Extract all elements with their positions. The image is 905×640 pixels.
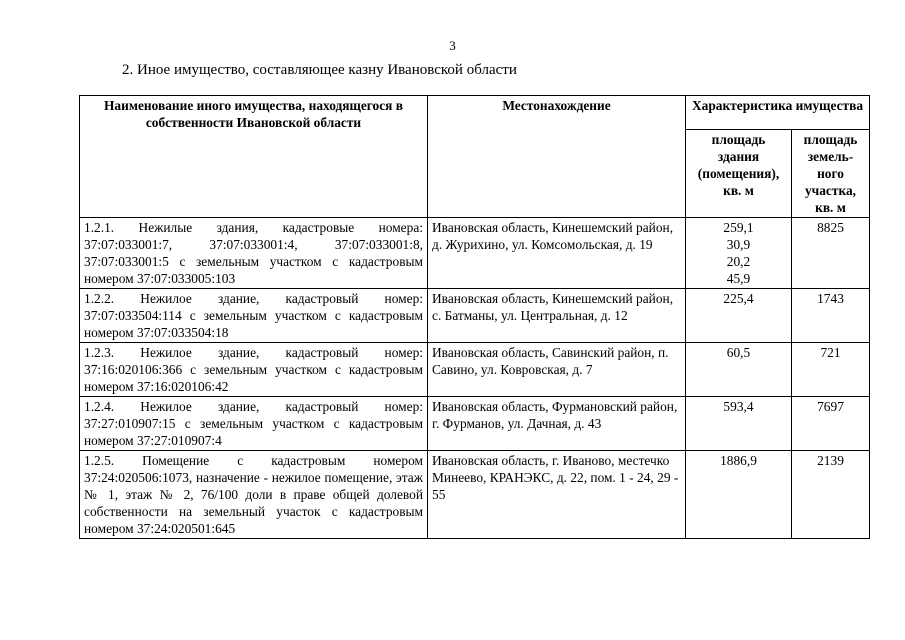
row-building-area <box>686 218 792 289</box>
row-name: 1.2.1. Нежилые здания, кадастровые номера: 37:07:033001:7, 37:07:033001:4, 37:07:033001:8, 37:07:033001:5 с земельным участком с кадастровым номером 37:07:033005:103 <box>80 218 428 289</box>
section-heading: 2. Иное имущество, составляющее казну Ивановской области <box>122 62 517 78</box>
building-area-value: 30,9 <box>726 237 751 252</box>
row-location: Ивановская область, Савинский район, п. Савино, ул. Ковровская, д. 7 <box>428 343 686 397</box>
row-land-area: 1743 <box>792 289 870 343</box>
row-land-area: 7697 <box>792 397 870 451</box>
table-row <box>80 343 870 397</box>
header-name: Наименование иного имущества, находящегося в собственности Ивановской области <box>80 96 428 218</box>
row-building-area <box>686 397 792 451</box>
building-area-value: 20,2 <box>726 254 751 269</box>
row-name: 1.2.4. Нежилое здание, кадастровый номер: 37:27:010907:15 с земельным участком с кадастровым номером 37:27:010907:4 <box>80 397 428 451</box>
row-name: 1.2.5. Помещение с кадастровым номером 37:24:020506:1073, назначение - нежилое помещение, этаж № 1, этаж № 2, 76/100 доли в праве общей долевой собственности на земельный участок с кадастровым номером 37:24:020501:645 <box>80 451 428 539</box>
row-location: Ивановская область, Фурмановский район, г. Фурманов, ул. Дачная, д. 43 <box>428 397 686 451</box>
building-area-value: 60,5 <box>726 345 751 360</box>
row-name: 1.2.3. Нежилое здание, кадастровый номер: 37:16:020106:366 с земельным участком с кадастровым номером 37:16:020106:42 <box>80 343 428 397</box>
row-land-area: 2139 <box>792 451 870 539</box>
header-land-area: площадь земель-ного участка, кв. м <box>792 130 870 218</box>
building-area-value: 593,4 <box>723 399 754 414</box>
building-area-value: 1886,9 <box>720 453 757 468</box>
table-row <box>80 451 870 539</box>
row-location: Ивановская область, Кинешемский район, д. Журихино, ул. Комсомольская, д. 19 <box>428 218 686 289</box>
table-row <box>80 218 870 289</box>
row-land-area: 8825 <box>792 218 870 289</box>
building-area-value: 225,4 <box>723 291 754 306</box>
row-building-area <box>686 343 792 397</box>
building-area-value: 45,9 <box>726 271 751 286</box>
building-area-value: 259,1 <box>723 220 754 235</box>
row-location: Ивановская область, г. Иваново, местечко Минеево, КРАНЭКС, д. 22, пом. 1 - 24, 29 - 55 <box>428 451 686 539</box>
page-number: 3 <box>449 38 456 53</box>
row-land-area: 721 <box>792 343 870 397</box>
table-row <box>80 289 870 343</box>
row-name: 1.2.2. Нежилое здание, кадастровый номер: 37:07:033504:114 с земельным участком с кадастровым номером 37:07:033504:18 <box>80 289 428 343</box>
property-table <box>79 95 870 539</box>
header-building-area: площадь здания (помещения), кв. м <box>686 130 792 218</box>
header-characteristics: Характеристика имущества <box>686 96 870 130</box>
row-building-area <box>686 289 792 343</box>
table-row <box>80 397 870 451</box>
row-location: Ивановская область, Кинешемский район, с. Батманы, ул. Центральная, д. 12 <box>428 289 686 343</box>
header-location: Местонахождение <box>428 96 686 218</box>
row-building-area <box>686 451 792 539</box>
